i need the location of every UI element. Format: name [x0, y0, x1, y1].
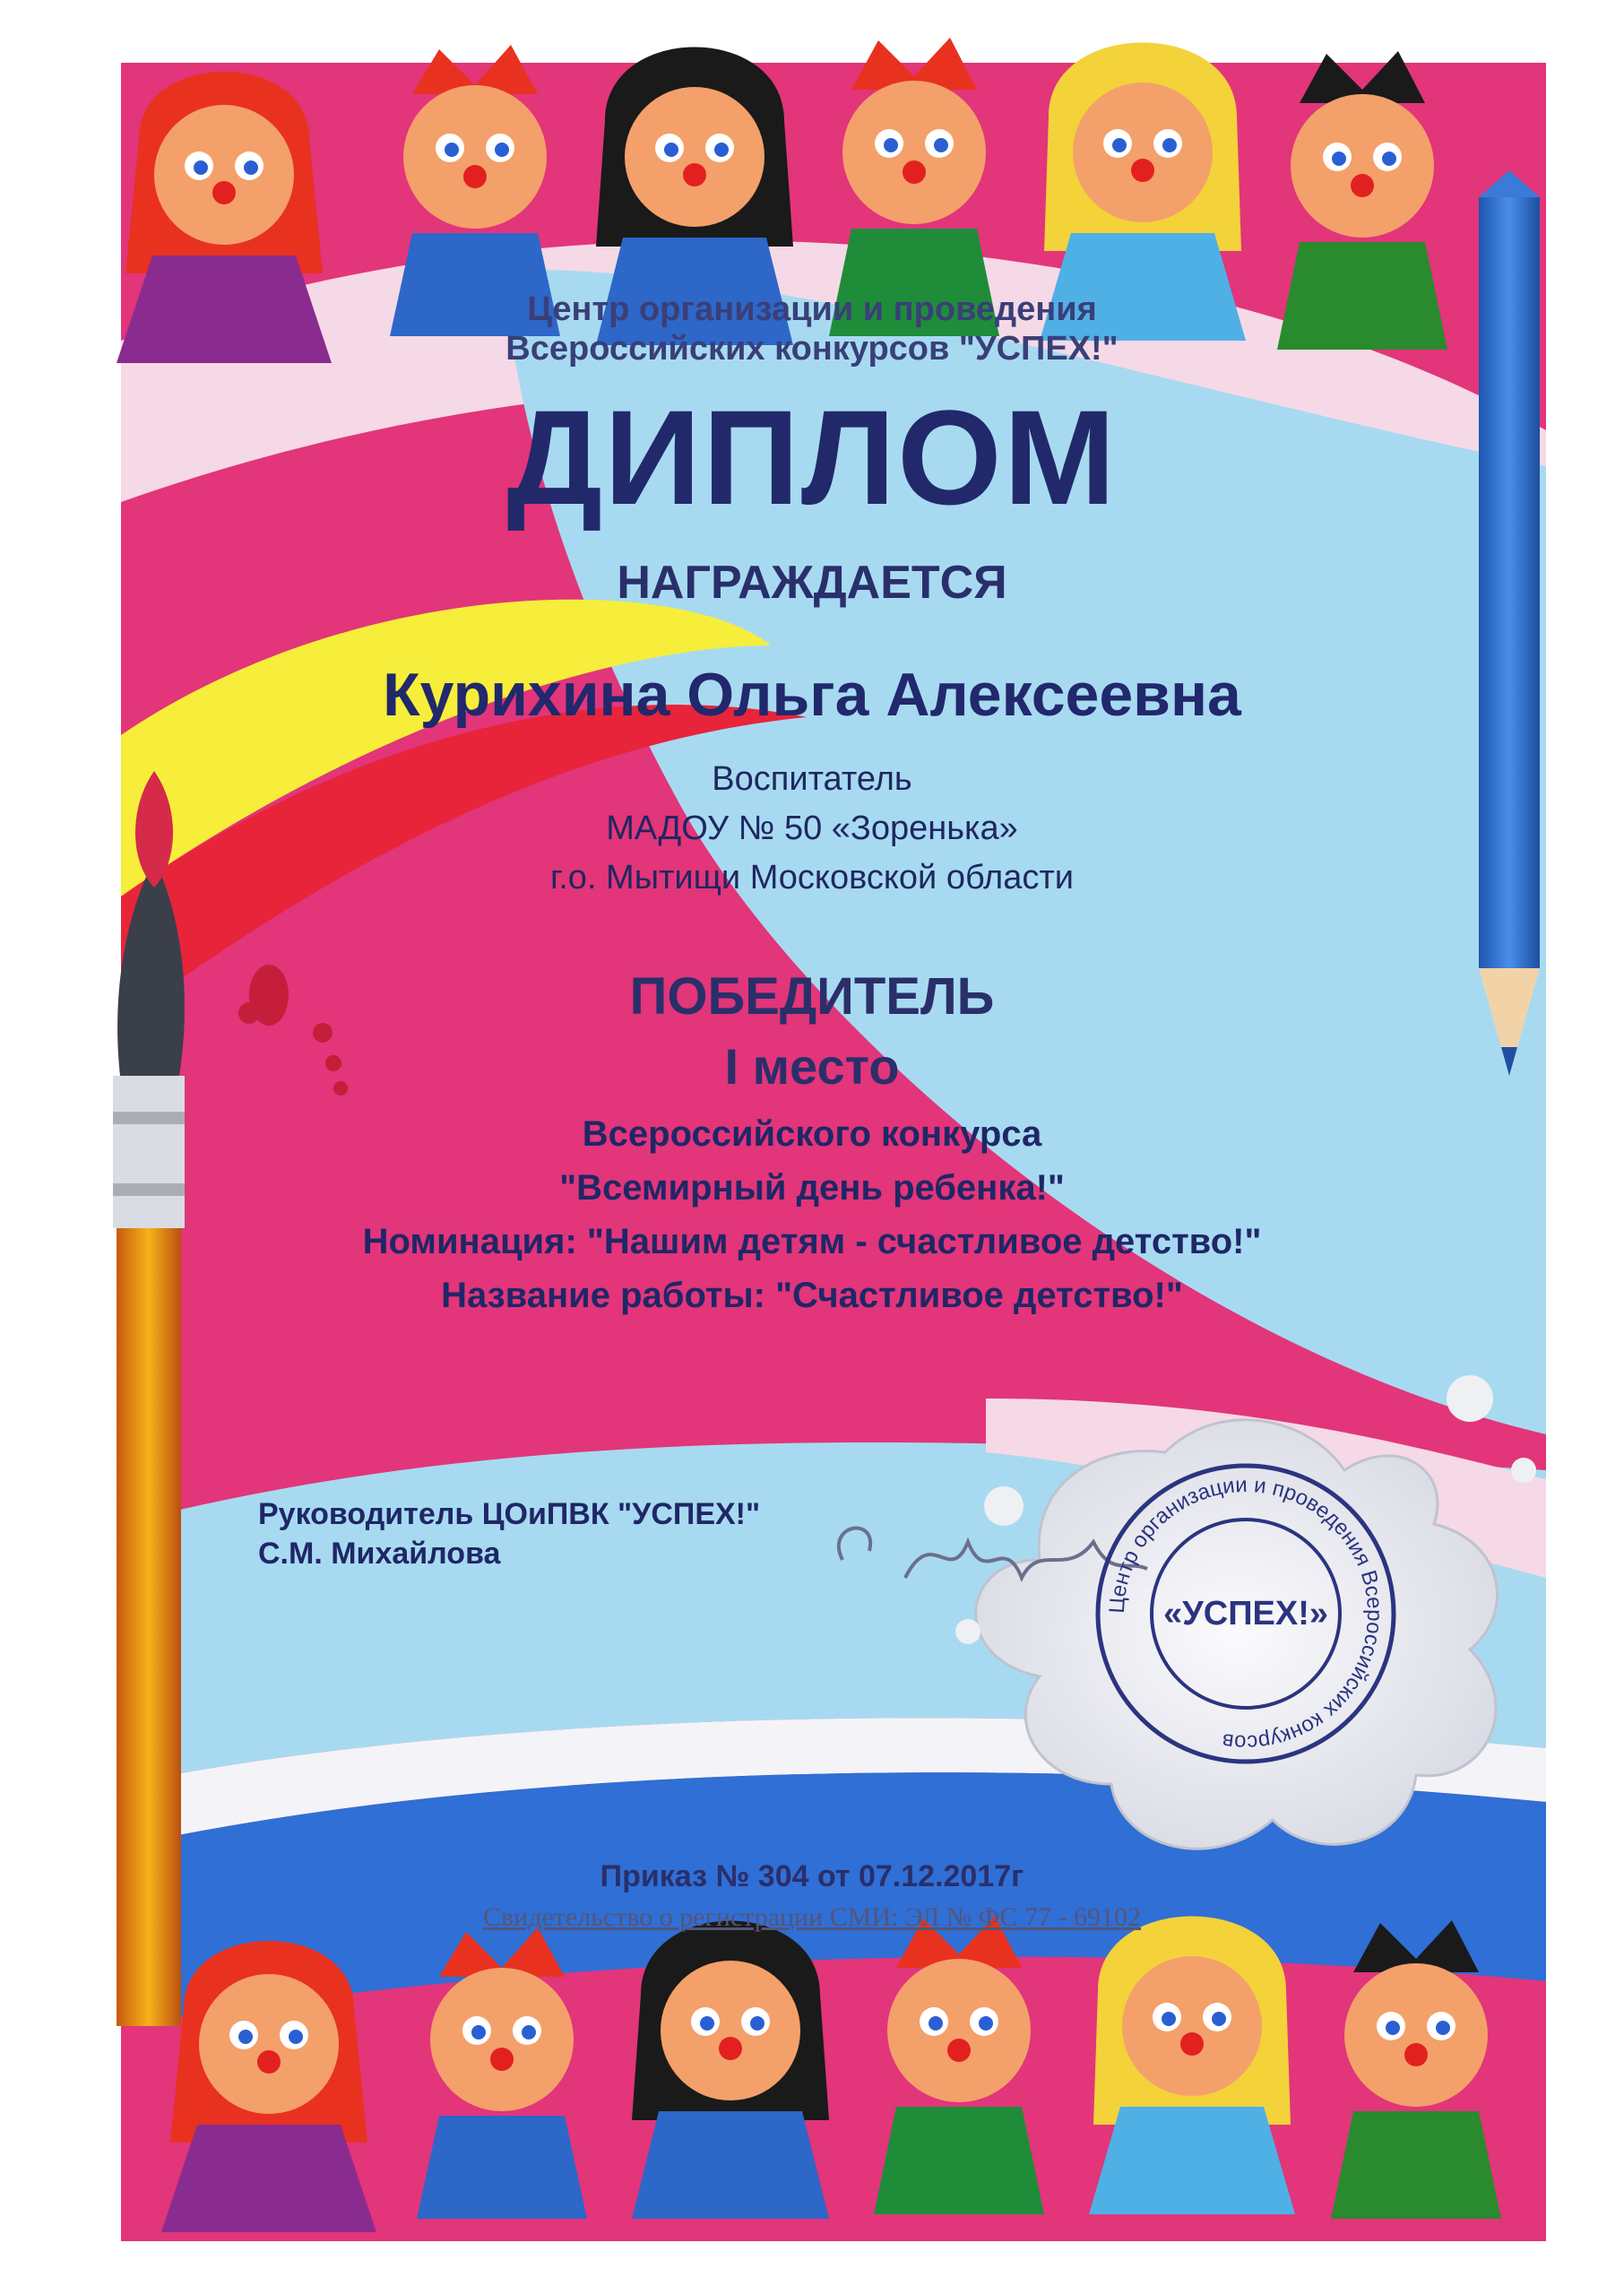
leader-name: С.М. Михайлова	[258, 1537, 501, 1571]
seal-center-text: «УСПЕХ!»	[1162, 1595, 1329, 1632]
contest-nomination: Номинация: "Нашим детям - счастливое детство!"	[362, 1222, 1262, 1261]
diploma-title: ДИПЛОМ	[506, 382, 1118, 533]
organizer-line-1: Центр организации и проведения	[527, 290, 1097, 328]
result-place: I место	[724, 1038, 900, 1095]
recipient-name: Курихина Ольга Алексеевна	[383, 661, 1241, 729]
recipient-position: Воспитатель	[712, 760, 912, 798]
seal-ring-text: Центр организации и проведения Всероссийских конкурсов	[1104, 1472, 1387, 1755]
recipient-institution: МАДОУ № 50 «Зоренька»	[606, 810, 1018, 847]
contest-name: "Всемирный день ребенка!"	[559, 1168, 1065, 1208]
contest-work-title: Название работы: "Счастливое детство!"	[441, 1276, 1183, 1315]
contest-line-1: Всероссийского конкурса	[582, 1114, 1042, 1154]
media-registration: Свидетельство о регистрации СМИ: ЭЛ № ФС 77 - 69102	[483, 1902, 1141, 1932]
awarded-label: НАГРАЖДАЕТСЯ	[617, 557, 1007, 609]
recipient-city: г.о. Мытищи Московской области	[550, 859, 1074, 896]
result-status: ПОБЕДИТЕЛЬ	[629, 967, 995, 1026]
leader-title: Руководитель ЦОиПВК "УСПЕХ!"	[258, 1497, 761, 1531]
order-number: Приказ № 304 от 07.12.2017г	[600, 1859, 1024, 1893]
organizer-line-2: Всероссийских конкурсов "УСПЕХ!"	[505, 330, 1119, 368]
